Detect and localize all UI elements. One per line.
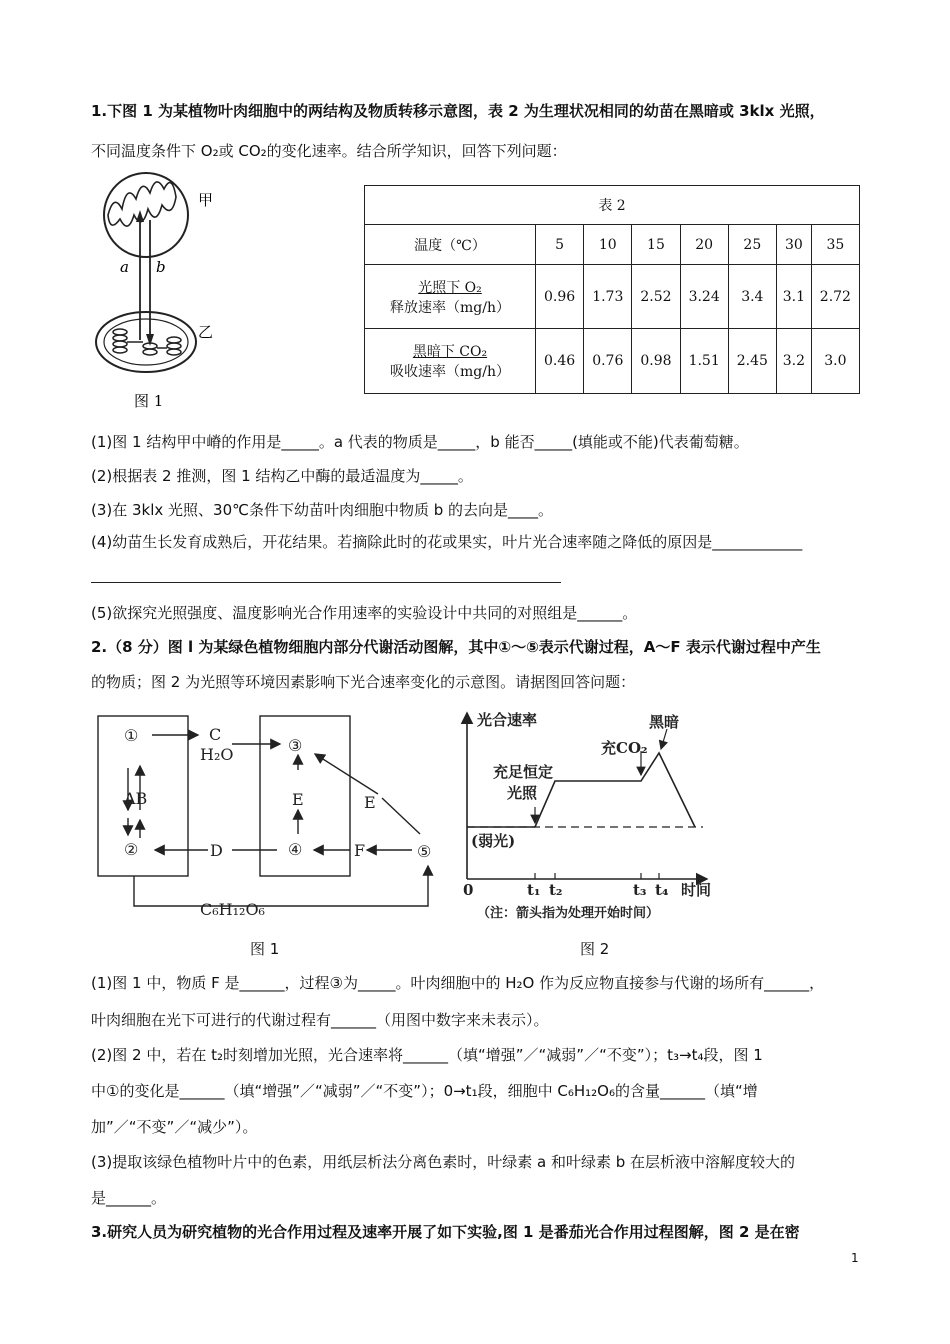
q1-sub5: (5)欲探究光照强度、温度影响光合作用速率的实验设计中共同的对照组是______。 xyxy=(91,604,638,622)
q1-sub4: (4)幼苗生长发育成熟后，开花结果。若摘除此时的花或果实，叶片光合速率随之降低的原因是____________ xyxy=(91,533,803,551)
q2-figure-1 xyxy=(92,710,442,925)
q1-figure-1 xyxy=(86,170,236,415)
fig2-dark: 黑暗 xyxy=(649,713,680,731)
figure-1-caption: 图 1 xyxy=(134,392,164,410)
o2-cell: 2.72 xyxy=(811,265,859,329)
fig1-glucose: C₆H₁₂O₆ xyxy=(200,900,265,919)
q2-p3-line1: (3)提取该绿色植物叶片中的色素，用纸层析法分离色素时，叶绿素 a 和叶绿素 b 在层析液中溶解度较大的 xyxy=(91,1153,796,1171)
fig2-t3: t₃ xyxy=(633,881,647,899)
table-title: 表 2 xyxy=(365,186,860,225)
q1-intro-line1: 1.下图 1 为某植物叶肉细胞中的两结构及物质转移示意图，表 2 为生理状况相同的幼苗在黑暗或 3klx 光照， xyxy=(91,102,825,120)
co2-cell: 3.0 xyxy=(811,329,859,394)
fig2-light1: 充足恒定 xyxy=(493,763,554,781)
q1-answer-blank-line xyxy=(91,582,561,583)
temp-cell: 20 xyxy=(680,225,728,265)
o2-cell: 1.73 xyxy=(584,265,632,329)
o2-cell: 3.1 xyxy=(776,265,811,329)
fig1-F: F xyxy=(354,841,366,860)
table-2 xyxy=(364,185,860,394)
fig1-AB: AB xyxy=(124,789,148,808)
fig2-t4: t₄ xyxy=(655,881,669,899)
o2-cell: 2.52 xyxy=(632,265,680,329)
row1-label-line2: 释放速率（mg/h） xyxy=(390,299,510,316)
fig1-n5: ⑤ xyxy=(417,842,432,861)
q2-intro-line2: 的物质；图 2 为光照等环境因素影响下光合速率变化的示意图。请据图回答问题： xyxy=(91,673,636,691)
row1-label xyxy=(365,265,536,329)
temp-cell: 5 xyxy=(536,225,584,265)
row2-label xyxy=(365,329,536,394)
co2-cell: 2.45 xyxy=(728,329,776,394)
q1-sub2: (2)根据表 2 推测，图 1 结构乙中酶的最适温度为_____。 xyxy=(91,467,473,485)
temp-cell: 35 xyxy=(811,225,859,265)
fig1-D: D xyxy=(210,841,223,860)
label-yi: 乙 xyxy=(198,323,214,341)
fig2-note: （注：箭头指为处理开始时间） xyxy=(477,906,660,921)
fig2-weak: (弱光) xyxy=(471,832,516,850)
q2-p1-line1: (1)图 1 中，物质 F 是______，过程③为_____。叶肉细胞中的 H₂O 作为反应物直接参与代谢的场所有______， xyxy=(91,974,825,992)
fig2-t1: t₁ xyxy=(527,881,541,899)
label-jia: 甲 xyxy=(198,191,214,209)
fig2-ylabel: 光合速率 xyxy=(477,711,538,729)
co2-cell: 0.46 xyxy=(536,329,584,394)
fig2-xlabel: 时间 xyxy=(681,881,712,899)
temp-cell: 15 xyxy=(632,225,680,265)
fig2-co2: 充CO₂ xyxy=(601,739,648,757)
q2-p2-line2: 中①的变化是______（填“增强”／“减弱”／“不变”）；0→t₁段，细胞中 C₆H₁₂O₆的含量______（填“增 xyxy=(91,1082,758,1100)
fig1-H2O: H₂O xyxy=(200,745,234,764)
fig2-light2: 光照 xyxy=(507,784,538,802)
q2-p3-line2: 是______。 xyxy=(91,1189,167,1207)
q1-sub1: (1)图 1 结构甲中嵴的作用是_____。a 代表的物质是_____，b 能否_____(填能或不能)代表葡萄糖。 xyxy=(91,433,749,451)
o2-cell: 3.24 xyxy=(680,265,728,329)
row1-label-line1: 光照下 O₂ xyxy=(418,279,482,296)
q2-figure-2-caption: 图 2 xyxy=(580,940,610,958)
fig1-C: C xyxy=(209,725,222,744)
q3-intro-line1: 3.研究人员为研究植物的光合作用过程及速率开展了如下实验,图 1 是番茄光合作用过程图解，图 2 是在密 xyxy=(91,1223,800,1241)
temp-header: 温度（℃） xyxy=(365,225,536,265)
label-a: a xyxy=(120,258,129,276)
o2-cell: 0.96 xyxy=(536,265,584,329)
row2-label-line2: 吸收速率（mg/h） xyxy=(390,364,510,380)
q2-p2-line3: 加”／“不变”／“减少”）。 xyxy=(91,1118,258,1136)
page-number: 1 xyxy=(851,1251,859,1265)
q1-intro-line2: 不同温度条件下 O₂或 CO₂的变化速率。结合所学知识，回答下列问题： xyxy=(91,142,567,160)
q2-intro-line1: 2.（8 分）图 l 为某绿色植物细胞内部分代谢活动图解，其中①～⑤表示代谢过程，A～F 表示代谢过程中产生 xyxy=(91,638,821,656)
co2-cell: 0.76 xyxy=(584,329,632,394)
temp-cell: 10 xyxy=(584,225,632,265)
fig1-n1: ① xyxy=(124,726,139,745)
q2-figure-1-caption: 图 1 xyxy=(250,940,280,958)
q2-p2-line1: (2)图 2 中，若在 t₂时刻增加光照，光合速率将______（填“增强”／“减弱”／“不变”）；t₃→t₄段，图 1 xyxy=(91,1046,763,1064)
q2-figure-2 xyxy=(455,705,755,930)
q1-sub3: (3)在 3klx 光照、30℃条件下幼苗叶肉细胞中物质 b 的去向是____。 xyxy=(91,501,554,519)
temp-cell: 30 xyxy=(776,225,811,265)
fig2-t2: t₂ xyxy=(549,881,563,899)
label-b: b xyxy=(156,258,166,276)
row2-label-line1: 黑暗下 CO₂ xyxy=(412,344,488,360)
fig2-origin: 0 xyxy=(463,881,474,899)
q2-p1-line2: 叶肉细胞在光下可进行的代谢过程有______（用图中数字来未表示）。 xyxy=(91,1011,549,1029)
o2-cell: 3.4 xyxy=(728,265,776,329)
fig1-E-mid: E xyxy=(292,790,304,809)
fig1-n4: ④ xyxy=(288,840,303,859)
co2-cell: 3.2 xyxy=(776,329,811,394)
fig1-n3: ③ xyxy=(288,736,303,755)
co2-cell: 1.51 xyxy=(680,329,728,394)
fig1-n2: ② xyxy=(124,840,139,859)
fig1-E-diag: E xyxy=(364,793,376,812)
temp-cell: 25 xyxy=(728,225,776,265)
co2-cell: 0.98 xyxy=(632,329,680,394)
